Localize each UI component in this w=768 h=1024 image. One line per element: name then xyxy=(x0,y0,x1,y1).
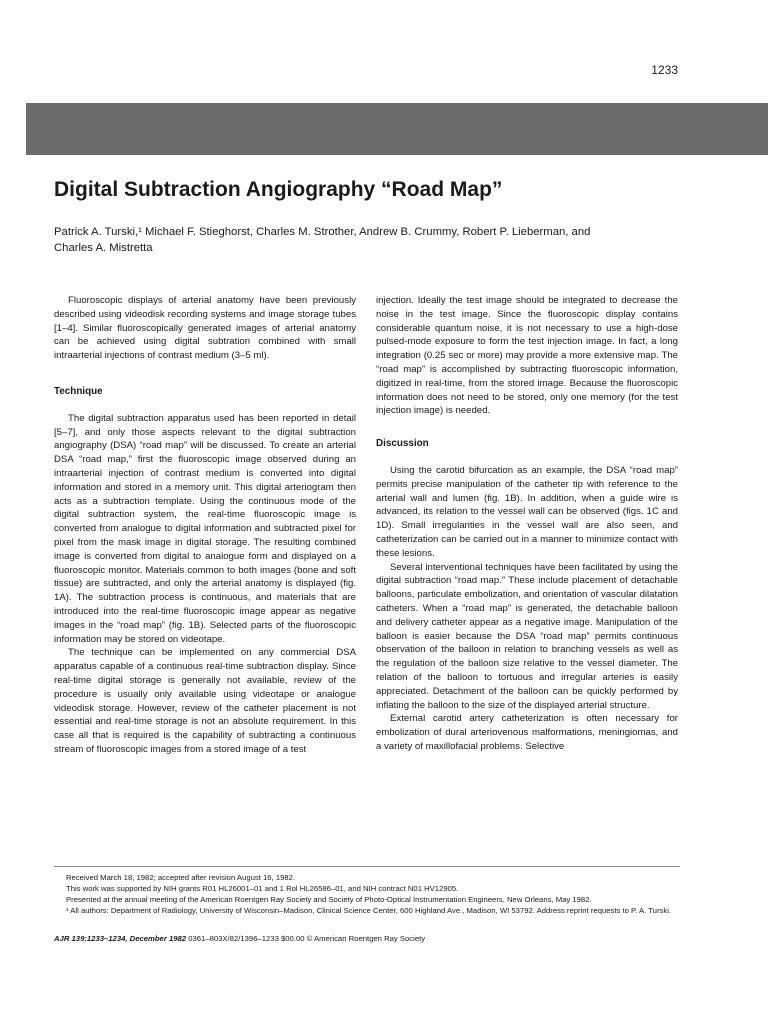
technique-paragraph-1: The digital subtraction apparatus used has been reported in detail [5–7], and only those aspects relevant to the digital subtraction angiography (DSA) “road map” will be discussed. To create an arterial DSA “road map,” first the fluoroscopic image observed during an intraarterial injection of contrast medium is converted into digital information and stored in a memory unit. This digital arteriogram then acts as a subtraction template. Using the continuous mode of the digital subtraction system, the real-time fluoroscopic image is converted from analogue to digital information and subtracted pixel for pixel from the mask image in digital storage. The resulting combined image is converted from digital to analogue form and displayed on a fluoroscopic monitor. Materials common to both images (bone and soft tissue) are subtracted, and only the arterial anatomy is displayed (fig. 1A). The subtraction process is continuous, and materials that are introduced into the real-time fluoroscopic image appear as negative images in the “road map” (fig. 1B). Selected parts of the fluoroscopic information may be stored on videotape. xyxy=(54,412,356,645)
footnote-affiliation: ¹ All authors: Department of Radiology, University of Wisconsin–Madison, Clinical Science Center, 600 Highland Ave., Madison, WI 53792. Address reprint requests to P. A. Turski. xyxy=(66,906,672,915)
footnotes xyxy=(54,872,680,916)
journal-citation xyxy=(54,934,680,943)
header-banner xyxy=(26,103,768,155)
discussion-paragraph-1: Using the carotid bifurcation as an example, the DSA “road map” permits precise manipulation of the catheter tip with reference to the arterial wall and lumen (fig. 1B). In addition, when a guide wire is advanced, its relation to the vessel wall can be observed (figs. 1C and 1D). Small irregularities in the vessel wall are also seen, and catheterization can be carried out in a manner to minimize contact with these lesions. xyxy=(376,464,678,559)
footnote-presented: Presented at the annual meeting of the American Roentgen Ray Society and Society of Photo-Optical Instrumentation Engineers, New Orleans, May 1982. xyxy=(66,895,592,904)
technique-heading: Technique xyxy=(54,385,103,397)
technique-paragraph-2: The technique can be implemented on any commercial DSA apparatus capable of a continuous real-time subtraction display. Since real-time digital storage is generally not available, review of the procedure is usually only available using videotape or analogue videodisk storage. However, review of the catheter placement is not essential and real-time storage is not an absolute requirement. In this case all that is required is the capability of subtracting a continuous stream of fluoroscopic images from a stored image of a test xyxy=(54,647,356,755)
citation-journal: AJR 139:1233–1234, December 1982 xyxy=(54,934,187,943)
authors-line-1: Patrick A. Turski,¹ Michael F. Stieghorst, Charles M. Strother, Andrew B. Crummy, Robert P. Lieberman, and xyxy=(54,226,591,238)
discussion-paragraph-3: External carotid artery catheterization is often necessary for embolization of dural arteriovenous malformations, meningiomas, and a variety of maxillofacial problems. Selective xyxy=(376,713,678,752)
page-number: 1233 xyxy=(651,63,678,77)
discussion-paragraph-2: Several interventional techniques have been facilitated by using the digital subtraction “road map.” These include placement of detachable balloons, particulate embolization, and orientation of vascular dilatation catheters. When a “road map” is generated, the detachable balloon and delivery catheter appear as a negative image. Manipulation of the balloon is easier because the DSA “road map” permits continuous observation of the balloon in relation to branching vessels as well as the regulation of the balloon size relative to the vessel diameter. The relation of the balloon to tortuous and irregular arteries is easily appreciated. Detachment of the balloon can be quickly performed by inflating the balloon to the size of the displayed arterial structure. xyxy=(376,561,678,711)
discussion-heading: Discussion xyxy=(376,438,429,450)
article-title: Digital Subtraction Angiography “Road Map” xyxy=(54,178,503,201)
right-column xyxy=(376,294,678,754)
intro-paragraph: Fluoroscopic displays of arterial anatomy have been previously described using videodisk recording systems and image storage tubes [1–4]. Similar fluoroscopically generated images of arterial anatomy can be achieved using digital subtration combined with small intraarterial injections of contrast medium (3–5 ml). xyxy=(54,295,356,362)
continued-paragraph: injection. Ideally the test image should be integrated to decrease the noise in the test image. Since the fluoroscopic display contains considerable quantum noise, it is not necessary to use a high-dose pulsed-mode exposure to form the test injection image. In fact, a long integration (0.25 sec or more) may provide a more extensive map. The “road map” is accomplished by subtracting fluoroscopic information, digitized in real-time, from the stored image. Because the fluoroscopic information does not need to be stored, only one memory (for the test injection image) is needed. xyxy=(376,295,678,417)
author-list xyxy=(54,224,694,256)
footnote-divider xyxy=(54,866,680,867)
footnote-received: Received March 18, 1982; accepted after revision August 16, 1982. xyxy=(66,873,296,882)
citation-rest: 0361–803X/82/1396–1233 $00.00 © American Roentgen Ray Society xyxy=(186,934,426,943)
authors-line-2: Charles A. Mistretta xyxy=(54,242,153,254)
footnote-support: This work was supported by NIH grants R01 HL26001–01 and 1 Rol HL26586–01, and NIH contract N01 HV12905. xyxy=(66,884,459,893)
left-column xyxy=(54,294,356,757)
